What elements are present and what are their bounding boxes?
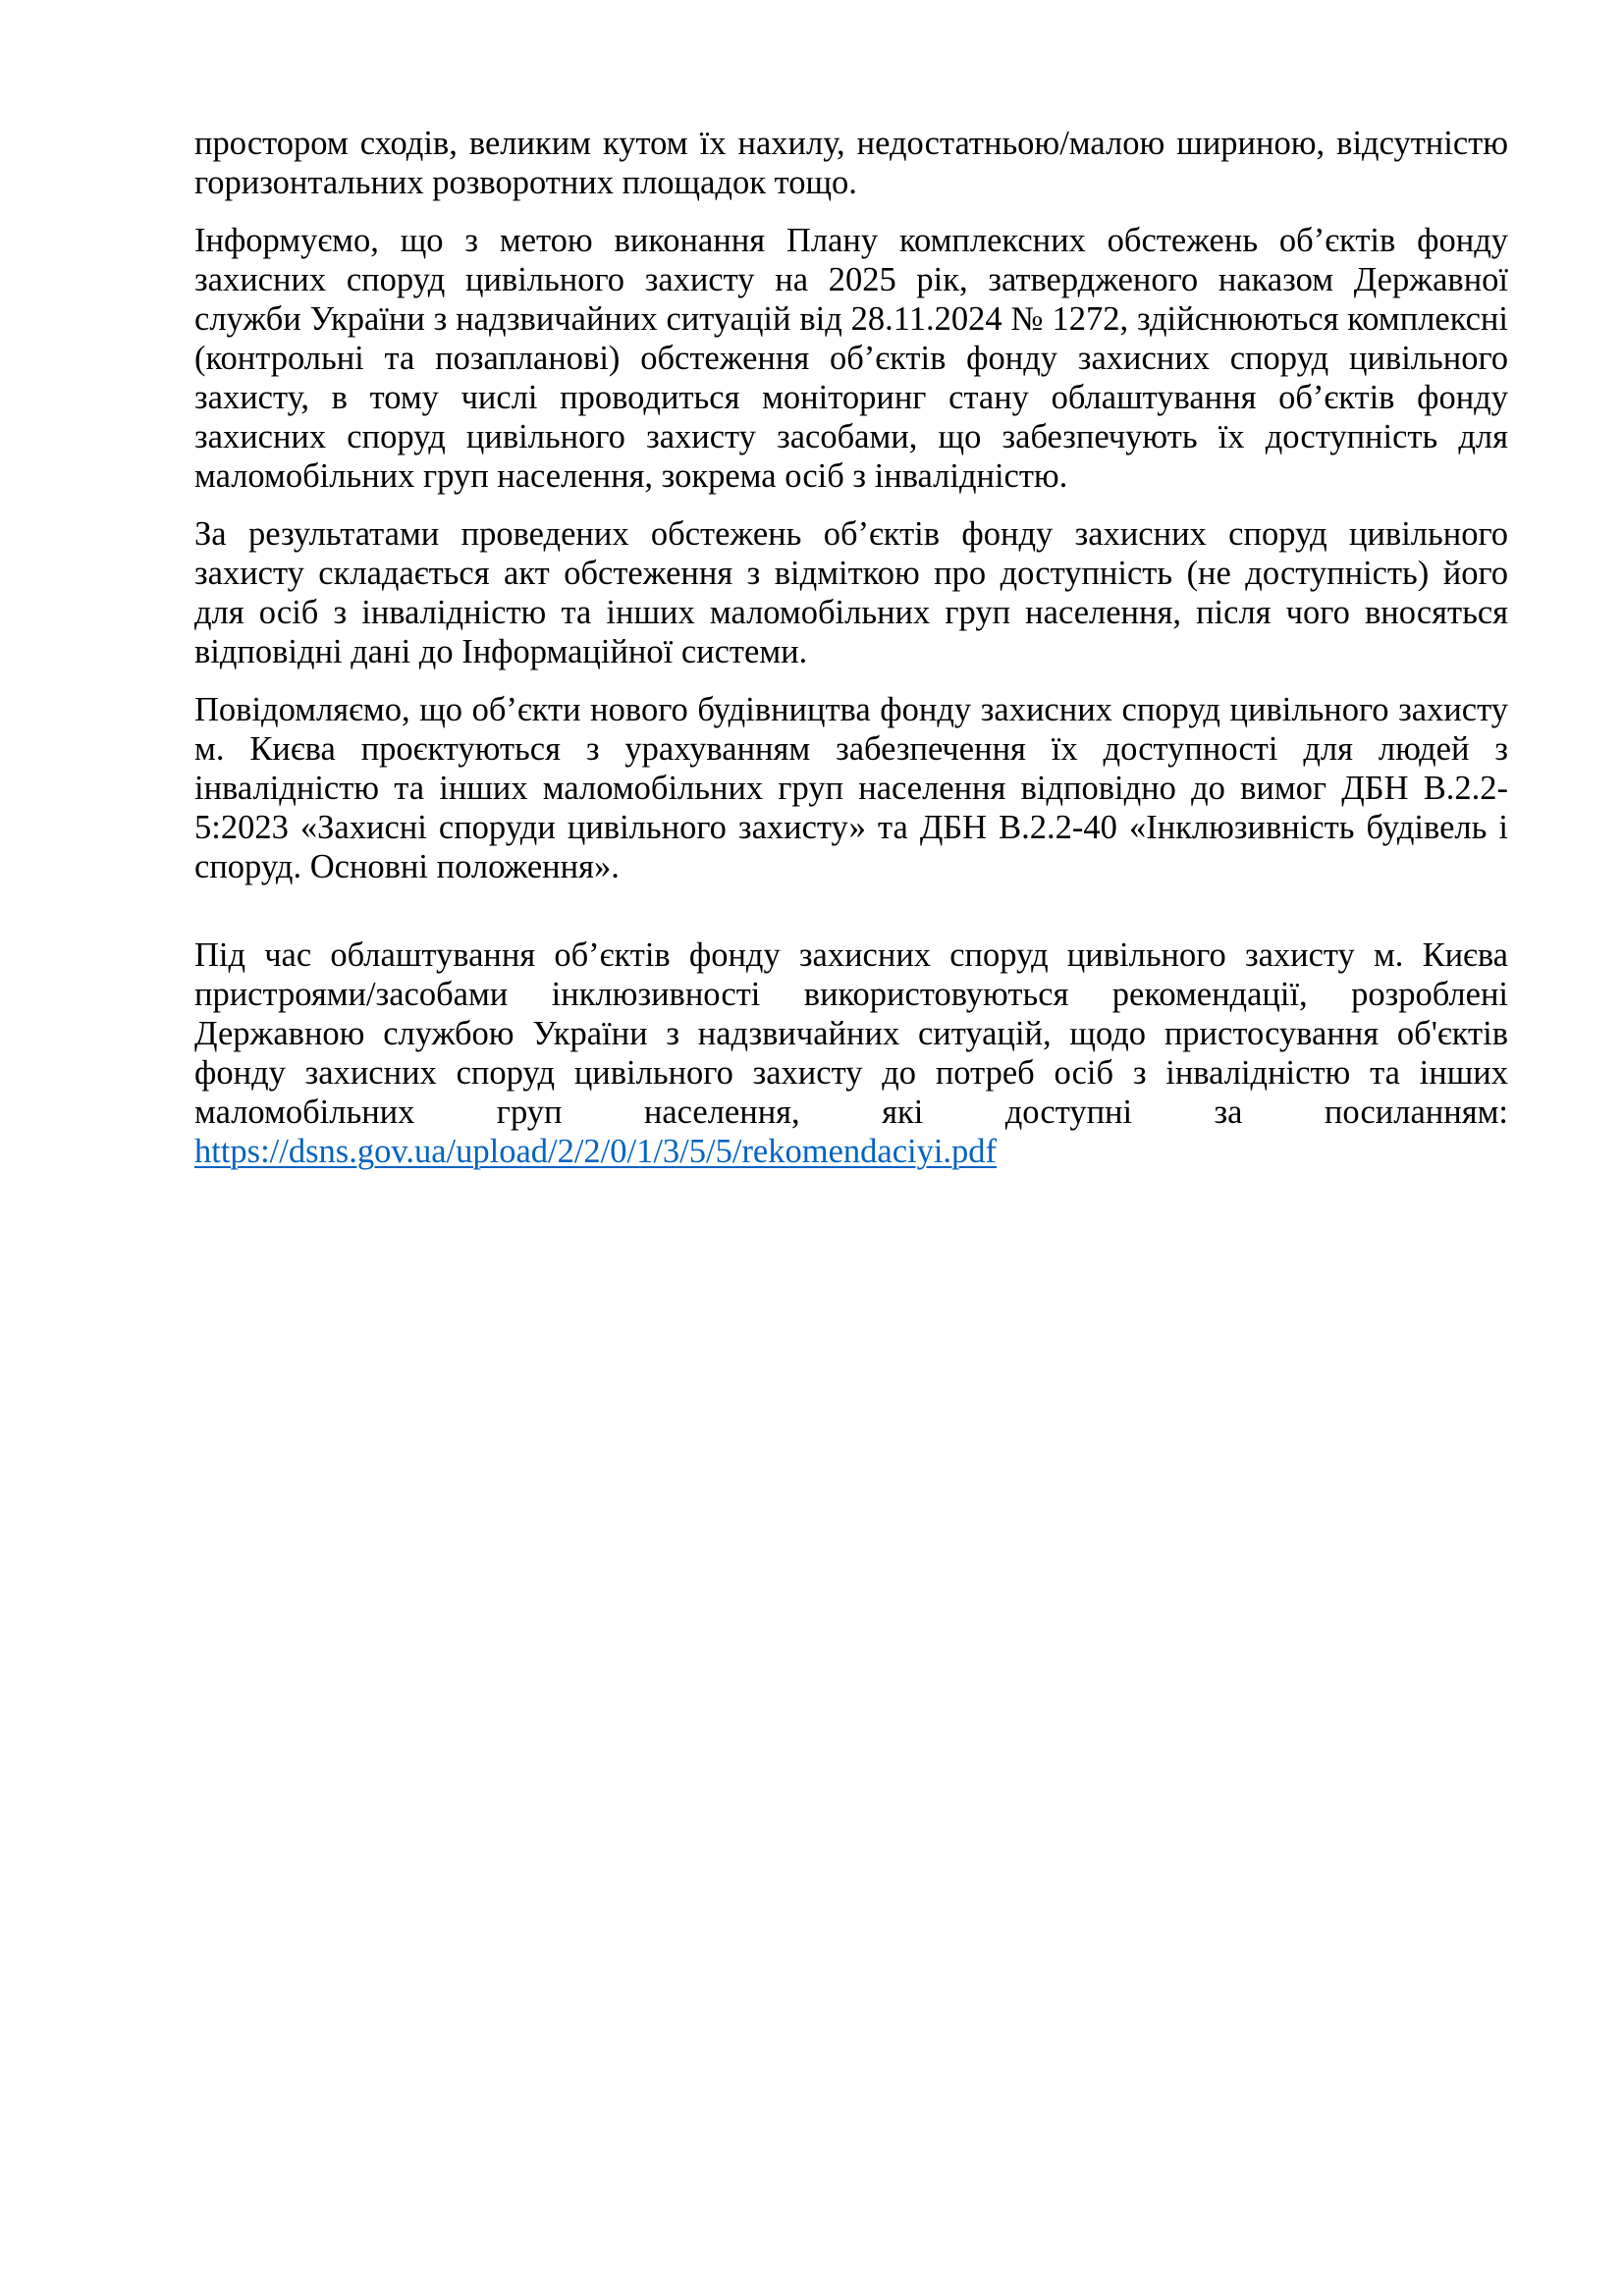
recommendations-text: Під час облаштування об’єктів фонду захисних споруд цивільного захисту м. Києва пристроями/засобами інклюзивності використовуються рекомендації, розроблені Державною службою України з надзвичайних ситуацій, щодо пристосування об'єктів фонду захисних споруд цивільного захисту до потреб осіб з інвалідністю та інших маломобільних груп населення, які доступні за посиланням:: [194, 936, 1508, 1131]
paragraph-recommendations: [194, 935, 1508, 1171]
paragraph-new-construction: Повідомляємо, що об’єкти нового будівництва фонду захисних споруд цивільного захисту м. Києва проєктуються з урахуванням забезпечення їх доступності для людей з інвалідністю та інших маломобільних груп населення відповідно до вимог ДБН В.2.2-5:2023 «Захисні споруди цивільного захисту» та ДБН В.2.2-40 «Інклюзивність будівель і споруд. Основні положення».: [194, 691, 1508, 885]
recommendations-link[interactable]: https://dsns.gov.ua/upload/2/2/0/1/3/5/5/rekomendaciyi.pdf: [194, 1133, 998, 1170]
paragraph-stairs-continuation: простором сходів, великим кутом їх нахилу, недостатньою/малою шириною, відсутністю горизонтальних розворотних площадок тощо.: [194, 125, 1508, 201]
paragraph-inspection-results: За результатами проведених обстежень об’єктів фонду захисних споруд цивільного захисту складається акт обстеження з відміткою про доступність (не доступність) його для осіб з інвалідністю та інших маломобільних груп населення, після чого вносяться відповідні дані до Інформаційної системи.: [194, 515, 1508, 670]
paragraph-inspection-plan: Інформуємо, що з метою виконання Плану комплексних обстежень об’єктів фонду захисних споруд цивільного захисту на 2025 рік, затвердженого наказом Державної служби України з надзвичайних ситуацій від 28.11.2024 № 1272, здійснюються комплексні (контрольні та позапланові) обстеження об’єктів фонду захисних споруд цивільного захисту, в тому числі проводиться моніторинг стану облаштування об’єктів фонду захисних споруд цивільного захисту засобами, що забезпечують їх доступність для маломобільних груп населення, зокрема осіб з інвалідністю.: [194, 222, 1508, 495]
document-page: [194, 124, 1508, 1190]
